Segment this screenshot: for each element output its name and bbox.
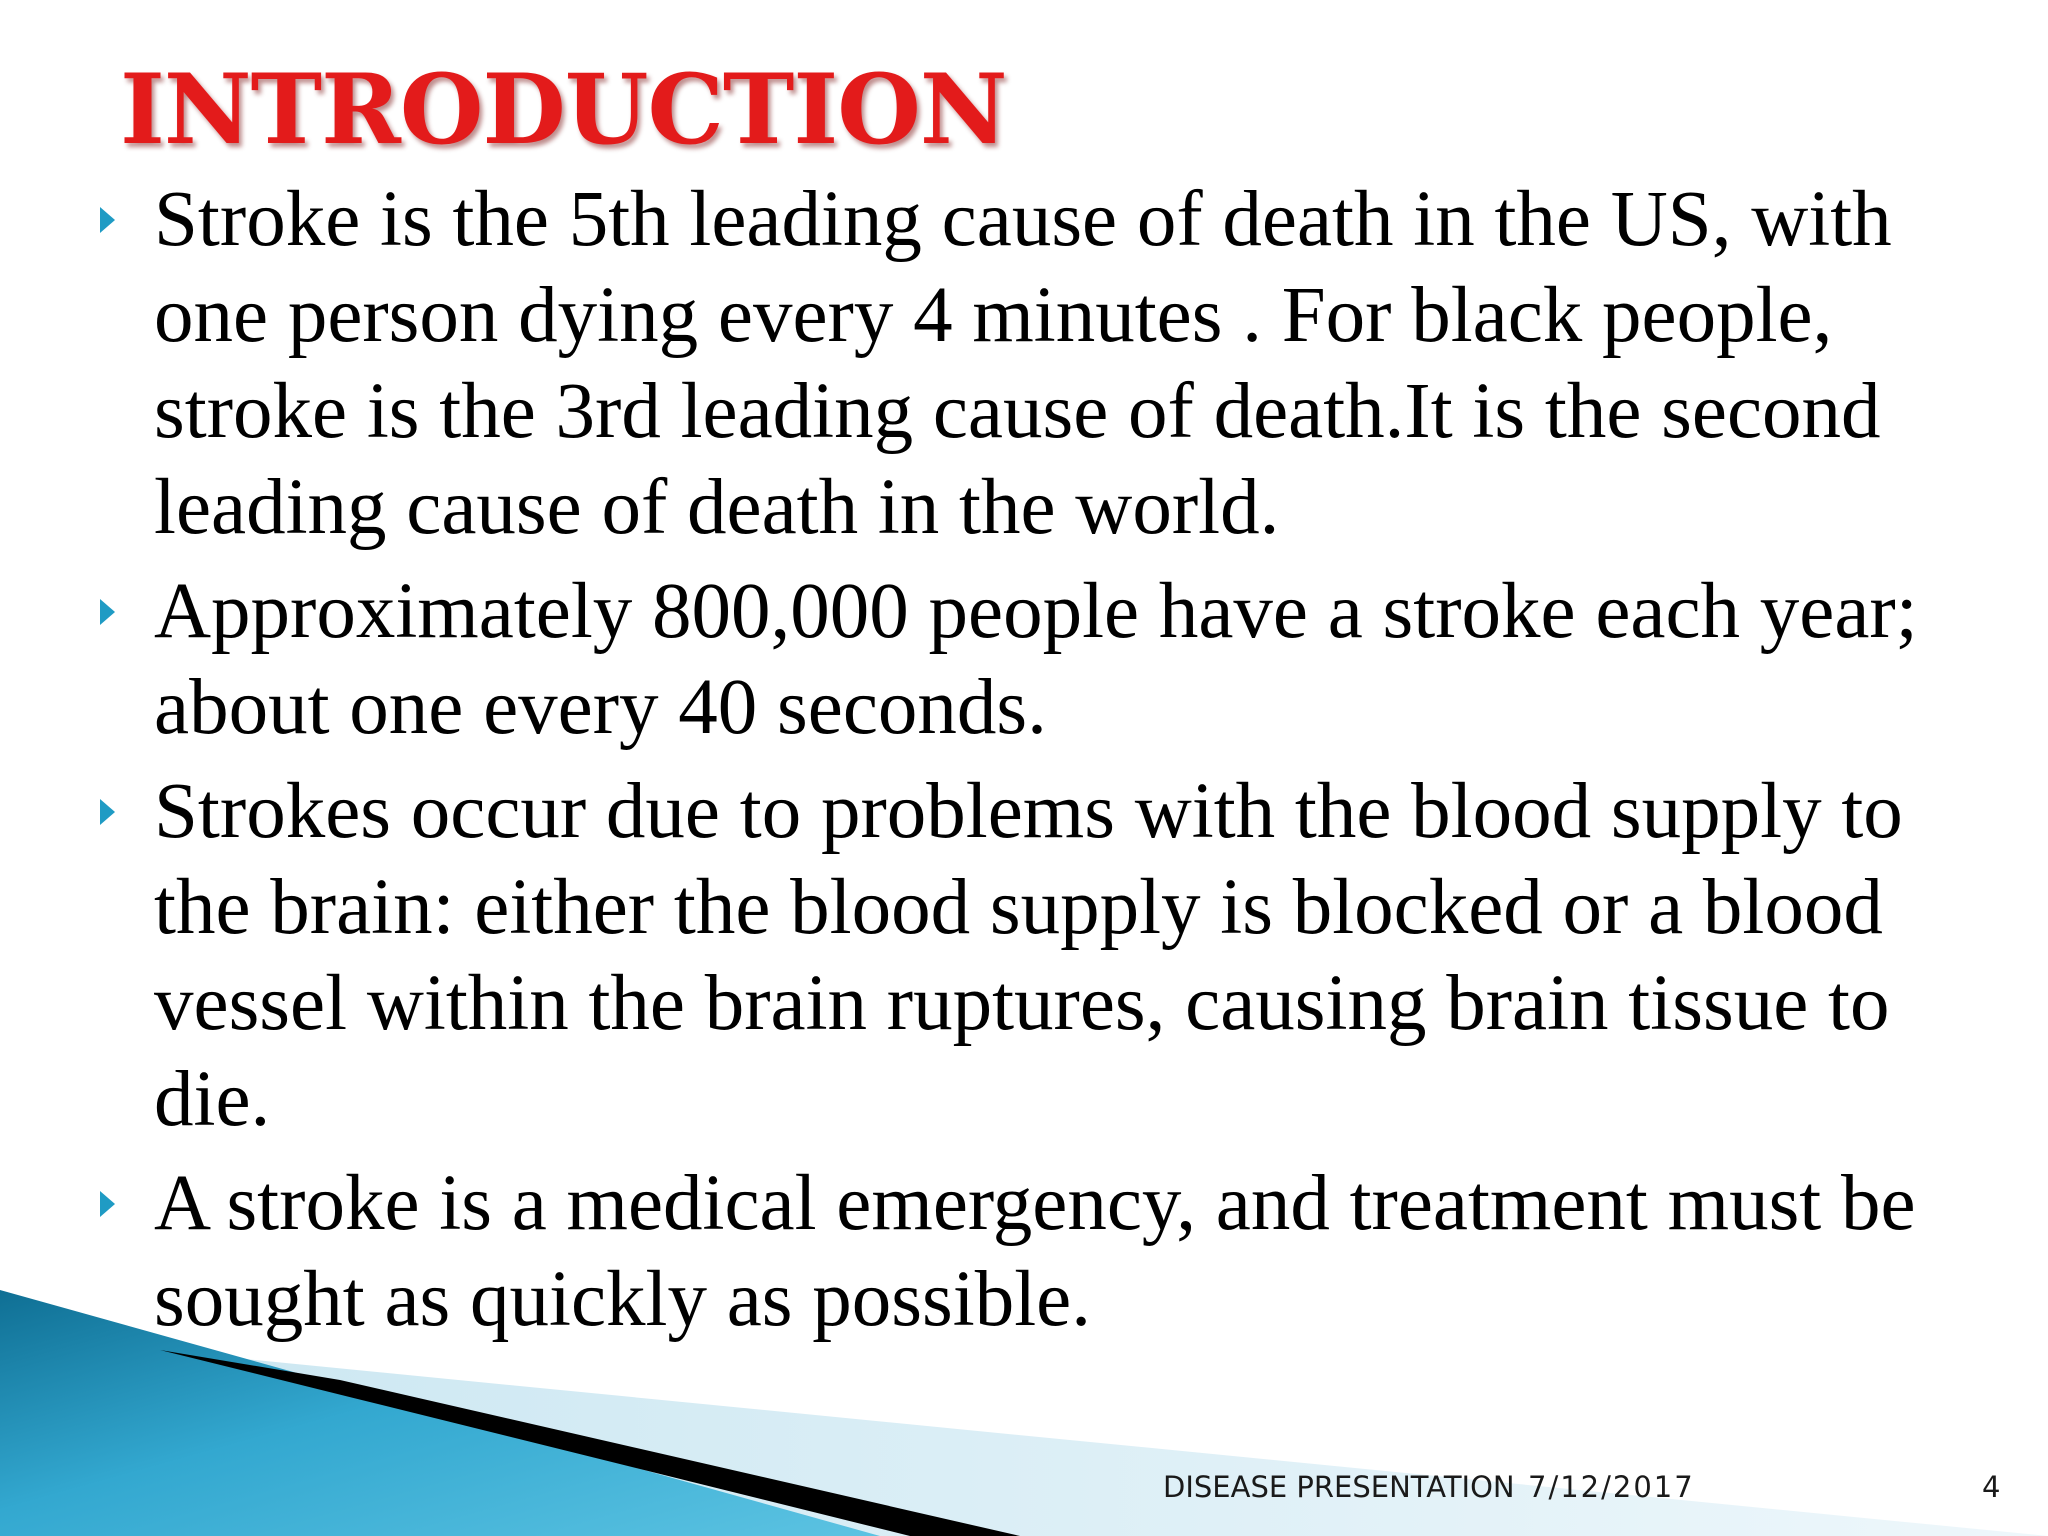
triangle-right-icon (100, 207, 115, 233)
footer-date: 7/12/2017 (1528, 1470, 1695, 1504)
triangle-right-icon (100, 1191, 115, 1217)
footer-label: DISEASE PRESENTATION (1163, 1470, 1515, 1504)
bullet-list (94, 172, 1974, 1356)
slide-title: INTRODUCTION (120, 53, 1007, 166)
bullet-item (94, 764, 1974, 1148)
bullet-text: Approximately 800,000 people have a stroke each year; about one every 40 seconds. (154, 568, 1918, 751)
bullet-text: Stroke is the 5th leading cause of death in the US, with one person dying every 4 minutes . For black people, stroke is the 3rd leading cause of death.It is the second leading cause of death in the world. (154, 176, 1892, 551)
slide-number: 4 (1982, 1470, 2001, 1504)
bullet-text: Strokes occur due to problems with the blood supply to the brain: either the blood supply is blocked or a blood vessel within the brain ruptures, causing brain tissue to die. (154, 768, 1903, 1143)
bullet-item (94, 1156, 1974, 1348)
triangle-right-icon (100, 599, 115, 625)
bullet-item (94, 564, 1974, 756)
bullet-item (94, 172, 1974, 556)
triangle-right-icon (100, 799, 115, 825)
bullet-text: A stroke is a medical emergency, and treatment must be sought as quickly as possible. (154, 1160, 1916, 1343)
